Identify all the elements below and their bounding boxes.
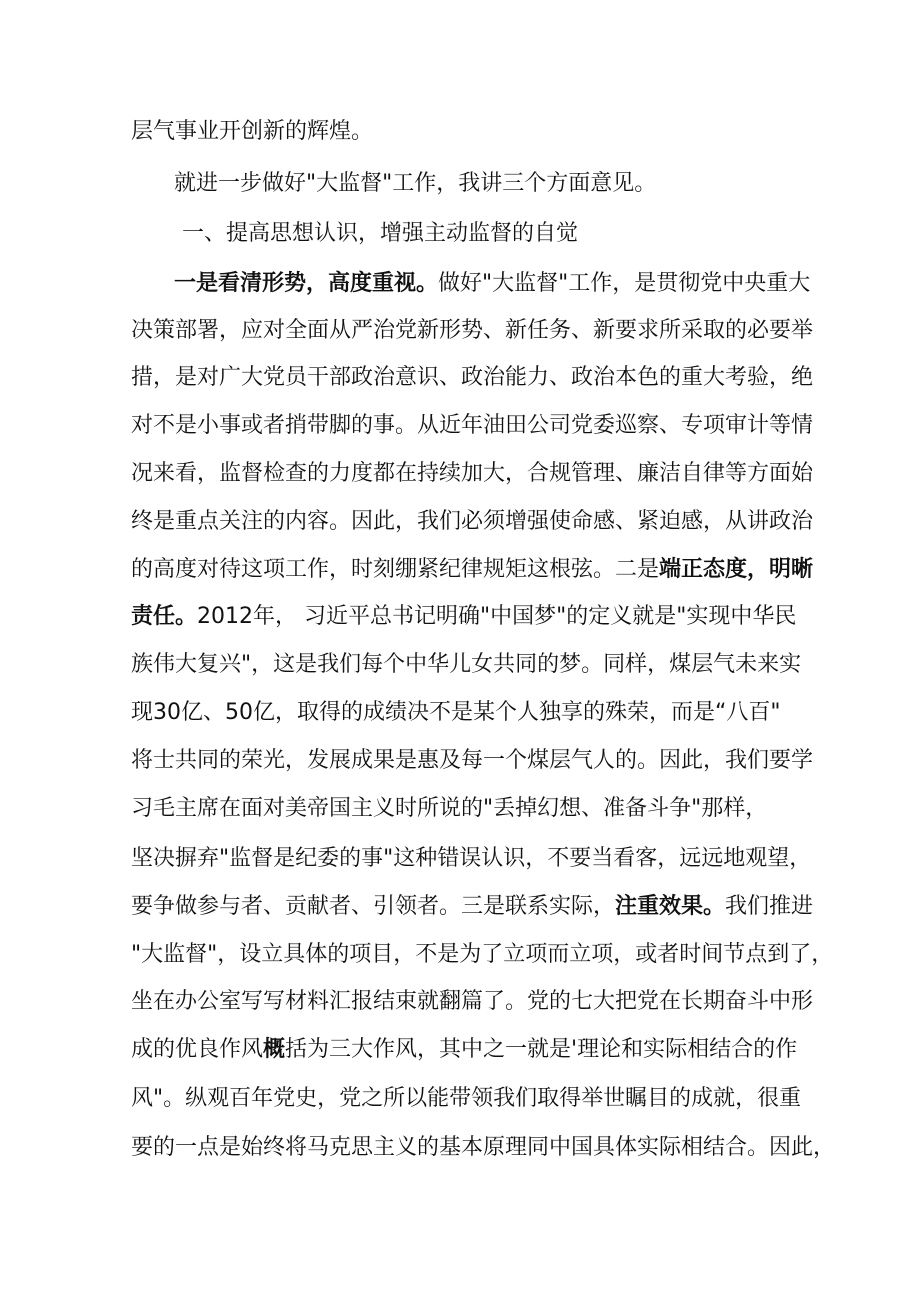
section-heading	[182, 218, 578, 250]
text-run: 终是重点关注的内容。因此，我们必须增强使命感、紧迫感，从讲政治	[131, 509, 814, 534]
text-line	[131, 697, 781, 729]
text-run: 层气事业开创新的辉煌。	[131, 119, 374, 144]
text-line	[131, 745, 813, 777]
text-line	[131, 986, 813, 1018]
text-line	[131, 891, 813, 923]
text-run: 做好"大监督"工作，是贯彻党中央重大	[438, 271, 811, 296]
text-run: 措，是对广大党员干部政治意识、政治能力、政治本色的重大考验，绝	[131, 365, 814, 390]
text-run: 要争做参与者、贡献者、引领者。三是联系实际，	[131, 894, 616, 919]
text-line	[131, 1034, 797, 1066]
text-run: 现30亿、50亿，取得的成绩决不是某个人独享的殊荣，而是“八百"	[131, 700, 781, 725]
text-run: 的高度对待这项工作，时刻绷紧纪律规矩这根弦。二是	[131, 557, 660, 582]
text-line	[131, 793, 767, 825]
text-run: 坚决摒弃"监督是纪委的事"这种错误认识，不要当看客，远远地观望，	[131, 846, 812, 871]
text-line	[131, 649, 801, 681]
text-line	[131, 843, 811, 875]
text-line	[131, 458, 813, 490]
text-run: "大监督"，设立具体的项目，不是为了立项而立项，或者时间节点到了，	[131, 942, 834, 967]
text-run: 要的一点是始终将马克思主义的基本原理同中国具体实际相结合。因此，	[131, 1135, 836, 1160]
text-line	[131, 410, 813, 442]
bold-text-run: 一是看清形势，高度重视。	[174, 271, 439, 296]
text-line	[131, 116, 373, 148]
text-run: 况来看，监督检查的力度都在持续加大，合规管理、廉洁自律等方面始	[131, 461, 814, 486]
text-line	[131, 362, 813, 394]
text-run: 2012年， 习近平总书记明确"中国梦"的定义就是"实现中华民	[197, 604, 797, 629]
text-line	[131, 315, 813, 347]
text-run: 将士共同的荣光，发展成果是惠及每一个煤层气人的。因此，我们要学	[131, 748, 814, 773]
text-run: 决策部署，应对全面从严治党新形势、新任务、新要求所采取的必要举	[131, 318, 814, 343]
text-line	[174, 168, 656, 200]
bold-text-run: 注重效果。	[615, 894, 726, 919]
text-line	[131, 601, 796, 633]
text-line	[131, 1132, 835, 1164]
text-line	[131, 1083, 801, 1115]
text-run: 就进一步做好"大监督"工作，我讲三个方面意见。	[174, 171, 657, 196]
text-run: 对不是小事或者捎带脚的事。从近年油田公司党委巡察、专项审计等情	[131, 413, 814, 438]
bold-text-run: 责任。	[131, 604, 198, 629]
bold-text-run: 概	[263, 1037, 286, 1062]
text-run: 习毛主席在面对美帝国主义时所说的"丢掉幻想、准备斗争"那样，	[131, 796, 768, 821]
text-run: 坐在办公室写写材料汇报结束就翻篇了。党的七大把党在长期奋斗中形	[131, 989, 814, 1014]
text-run: 成的优良作风	[131, 1037, 264, 1062]
text-line	[131, 554, 813, 586]
text-run: 风"。纵观百年党史，党之所以能带领我们取得举世瞩目的成就，很重	[131, 1086, 802, 1111]
text-line	[174, 268, 810, 300]
text-run: 族伟大复兴"，这是我们每个中华儿女共同的梦。同样，煤层气未来实	[131, 652, 802, 677]
text-line	[131, 506, 813, 538]
text-line	[131, 939, 833, 971]
text-run: 我们推进	[725, 894, 814, 919]
bold-text-run: 端正态度，明晰	[659, 557, 814, 582]
text-run: 一、提高思想认识，增强主动监督的自觉	[182, 221, 579, 246]
text-run: 括为三大作风，其中之一就是'理论和实际相结合的作	[285, 1037, 798, 1062]
